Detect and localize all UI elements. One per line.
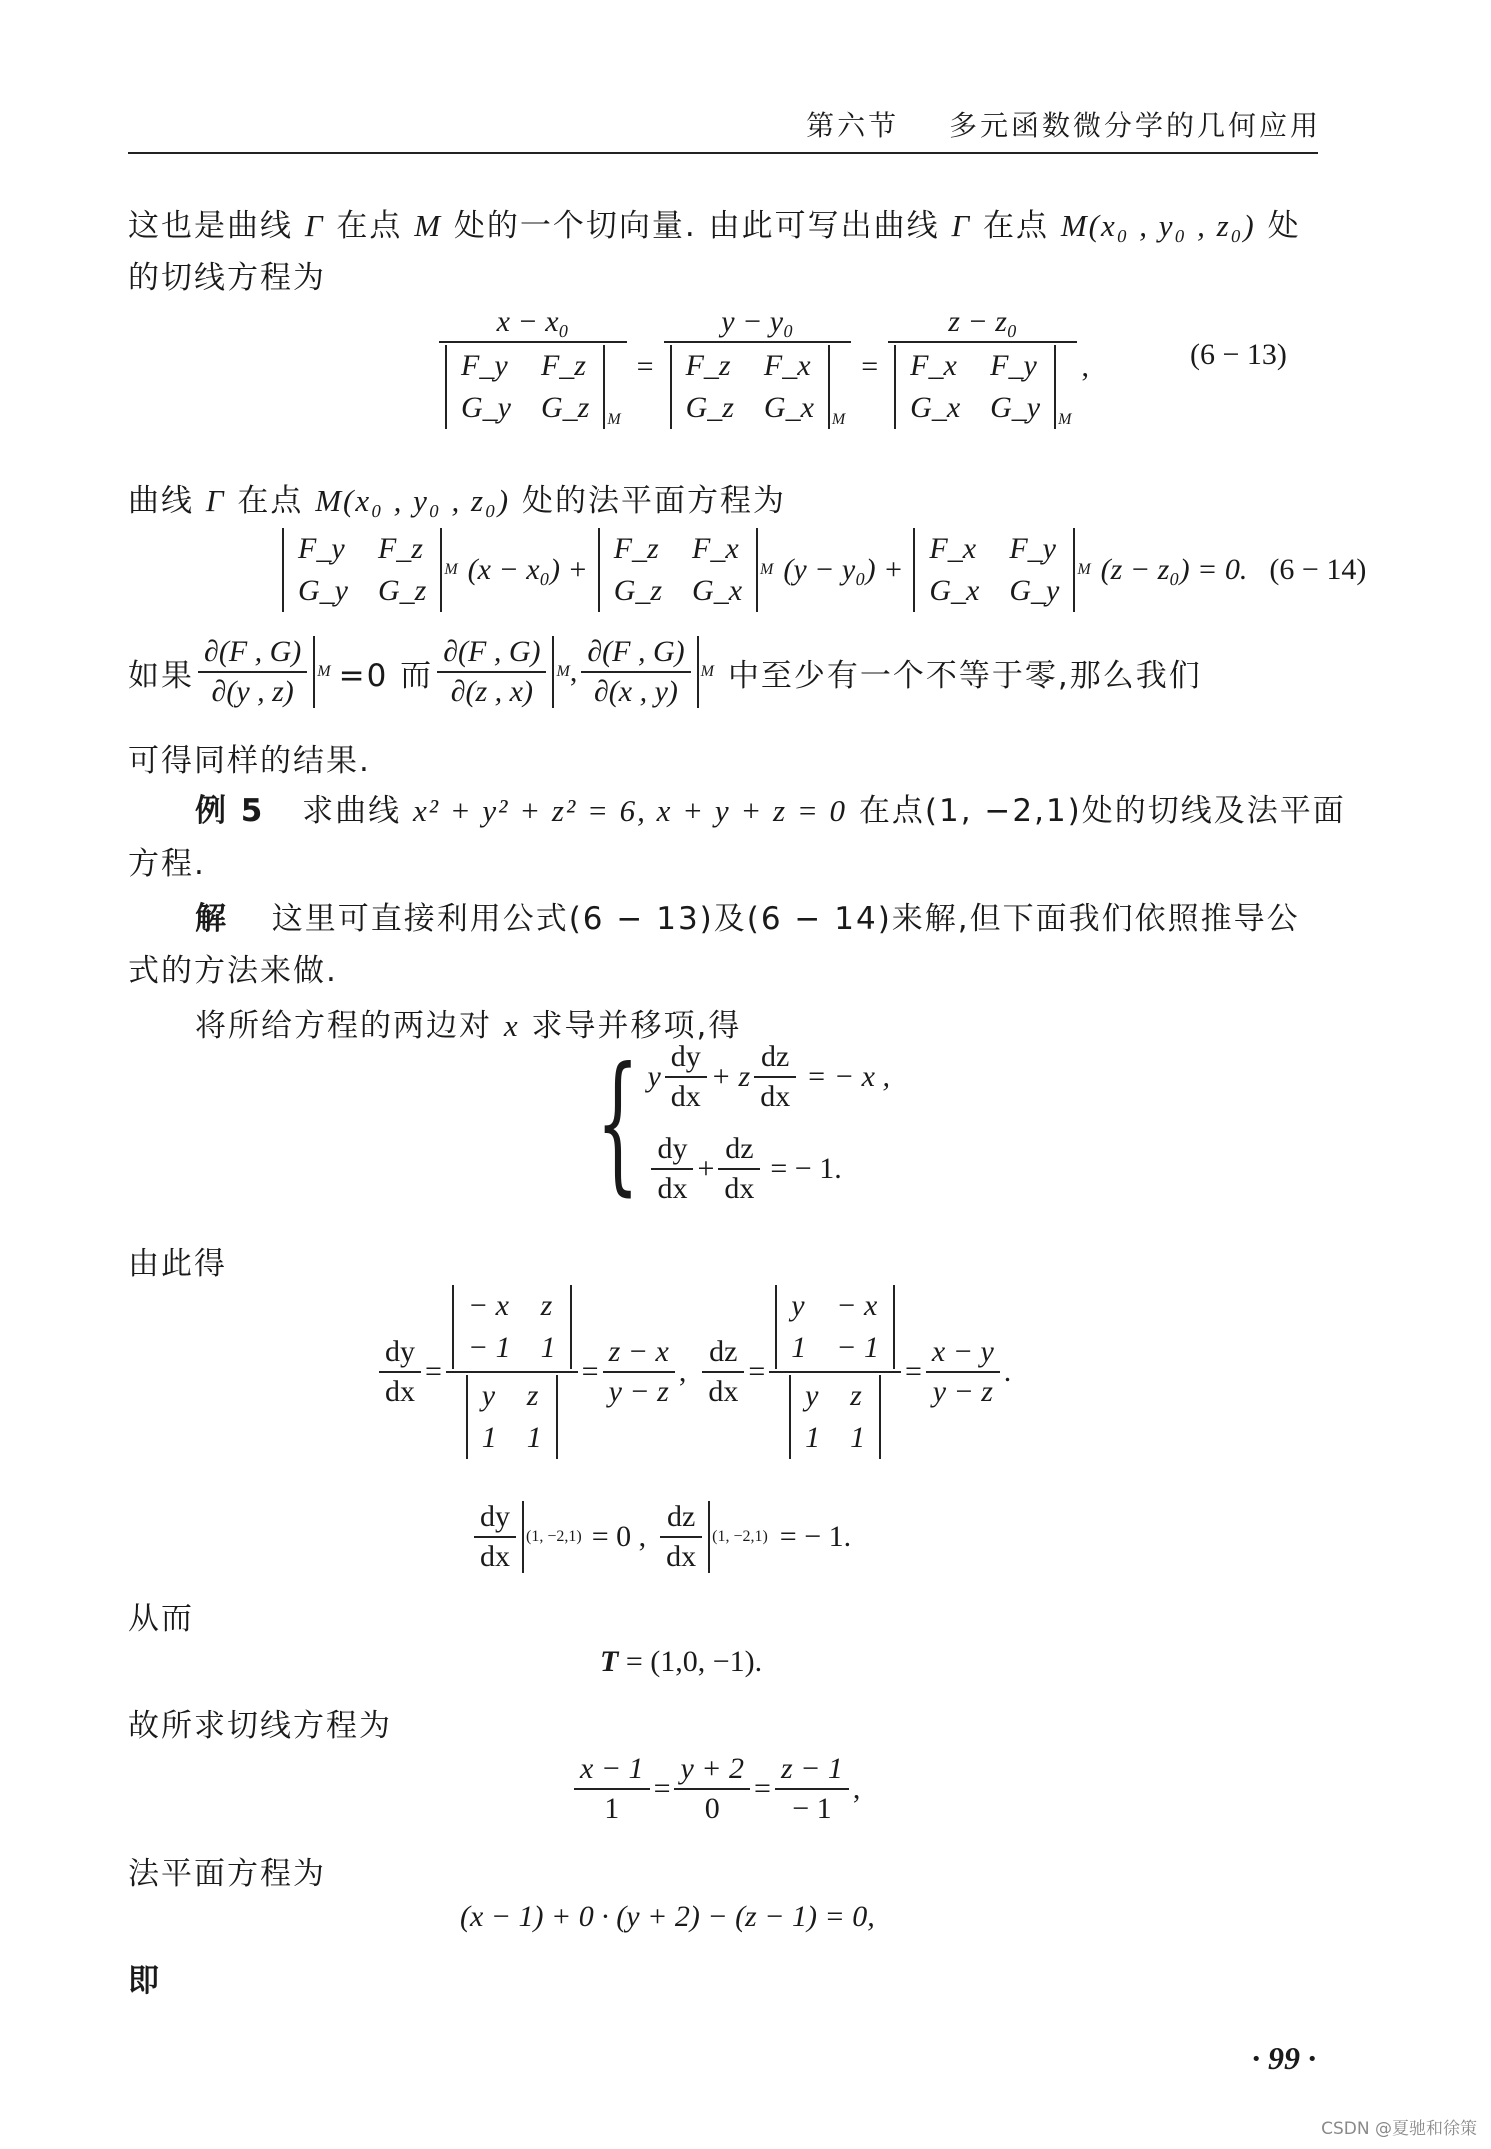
denominator: dx — [708, 1375, 739, 1408]
denominator: dx — [760, 1080, 791, 1113]
denominator: dx — [724, 1172, 755, 1205]
det-cell: z — [850, 1379, 862, 1412]
det-cell: G_x — [910, 391, 961, 424]
det-cell: G_y — [298, 574, 348, 607]
term: = − 1. — [770, 1152, 842, 1185]
tangent-vector — [600, 1645, 762, 1679]
example-5 — [195, 785, 1346, 830]
equals-sign: = — [748, 1355, 766, 1388]
text: =0 而 — [338, 657, 434, 694]
equation-6-13 — [435, 305, 1089, 429]
symbol-gamma: Γ — [205, 483, 226, 518]
fraction — [888, 305, 1077, 429]
eval-subscript: M — [1058, 410, 1072, 428]
text: 这里可直接利用公式(6 − 13)及(6 − 14)来解,但下面我们依照推导公 — [271, 901, 1300, 937]
jacobian-fraction — [198, 635, 307, 709]
numerator: z − 1 — [780, 1752, 843, 1785]
det-cell: F_x — [929, 532, 977, 565]
paragraph-line: 的切线方程为 — [128, 260, 326, 296]
eval-subscript: M — [556, 663, 570, 680]
eval-subscript: M — [831, 410, 846, 428]
equals-sign: = — [581, 1355, 599, 1388]
paragraph-line: 故所求切线方程为 — [128, 1708, 392, 1744]
eval-subscript: M — [444, 561, 458, 578]
paragraph-line: 即 — [128, 1963, 161, 1999]
det-cell: G_y — [1009, 574, 1060, 607]
det-cell: F_z — [377, 532, 423, 565]
det-cell: 1 — [526, 1421, 542, 1454]
text: 处 — [1267, 208, 1301, 244]
period: . — [1003, 1355, 1012, 1388]
det-cell: G_x — [692, 574, 743, 607]
left-brace: { — [596, 1036, 640, 1210]
section-number: 第六节 — [806, 109, 900, 142]
determinant — [466, 1375, 558, 1459]
page-number: · 99 · — [1252, 2040, 1316, 2076]
text: 在点(1, −2,1)处的切线及法平面 — [858, 793, 1346, 829]
numerator: x − 1 — [580, 1752, 644, 1785]
equation-number: (6 − 13) — [1190, 338, 1287, 371]
denominator: ∂(x , y) — [593, 675, 678, 708]
term: (y − y₀) + — [783, 553, 904, 586]
det-cell: F_y — [990, 349, 1037, 382]
symbol-m: M — [414, 208, 443, 243]
numerator: dz — [761, 1040, 790, 1073]
point-m: M(x₀ , y₀ , z₀) — [1060, 208, 1256, 243]
det-cell: G_z — [685, 391, 734, 424]
fraction-dy-dx — [379, 1335, 421, 1409]
det-cell: 1 — [540, 1331, 556, 1364]
denominator: − 1 — [792, 1792, 832, 1825]
det-cell: G_z — [613, 574, 663, 607]
denominator: y − z — [608, 1375, 669, 1408]
fraction — [665, 1040, 707, 1114]
equals-sign: = — [861, 350, 879, 383]
determinant — [282, 528, 442, 612]
equals-sign: = — [425, 1355, 442, 1388]
eval-point: (1, −2,1) — [526, 1528, 582, 1545]
solution-label: 解 — [195, 901, 228, 937]
det-cell: F_z — [685, 349, 731, 382]
fraction — [660, 1500, 702, 1574]
fraction — [474, 1500, 516, 1574]
text: 如果 — [128, 657, 194, 694]
eval-bar — [708, 1501, 710, 1573]
text: 曲线 — [128, 483, 194, 519]
value: = − 1. — [779, 1520, 852, 1553]
solution-intro — [195, 893, 1300, 938]
determinant — [670, 345, 830, 429]
det-cell: y — [791, 1289, 805, 1322]
value: = 0 , — [591, 1520, 647, 1553]
numerator: x − x₀ — [496, 305, 569, 338]
text: 处的法平面方程为 — [521, 483, 786, 519]
det-cell: F_x — [692, 532, 739, 565]
vector-t: T — [600, 1645, 619, 1678]
det-cell: G_x — [763, 391, 814, 424]
det-cell: z — [540, 1289, 553, 1322]
example-label: 例 5 — [195, 793, 265, 829]
jacobian-fraction — [437, 635, 546, 709]
denominator — [888, 343, 1077, 429]
det-cell: F_x — [910, 349, 957, 382]
paragraph-line: 法平面方程为 — [128, 1856, 326, 1892]
denominator — [664, 343, 852, 429]
curve-equations: x² + y² + z² = 6, x + y + z = 0 — [412, 793, 848, 828]
denominator: dx — [657, 1172, 688, 1205]
numerator: ∂(F , G) — [443, 635, 541, 668]
denominator: dx — [666, 1540, 697, 1573]
text: 求导并移项,得 — [531, 1008, 742, 1044]
determinant — [789, 1375, 881, 1459]
tangent-line-equation — [570, 1752, 860, 1826]
plus-sign: + — [697, 1152, 715, 1185]
determinant-ratio — [769, 1285, 901, 1459]
comma: , — [1081, 350, 1089, 383]
fraction — [574, 1752, 650, 1826]
eval-bar — [313, 636, 315, 708]
paragraph-line: 从而 — [128, 1601, 194, 1637]
numerator: dy — [480, 1500, 510, 1533]
denominator: dx — [670, 1080, 701, 1113]
paragraph-jacobian-condition — [128, 635, 1202, 709]
det-cell: z — [526, 1379, 539, 1412]
paragraph-tangent-vector — [128, 200, 1301, 245]
equals-sign: = — [636, 350, 654, 383]
denominator: ∂(y , z) — [211, 675, 294, 708]
equation-6-14 — [282, 528, 1366, 612]
fraction — [775, 1752, 849, 1826]
det-cell: F_y — [298, 532, 345, 565]
det-cell: F_z — [613, 532, 659, 565]
text: 在点 — [237, 483, 304, 519]
det-cell: 1 — [481, 1421, 497, 1454]
determinant — [894, 345, 1056, 429]
det-cell: F_y — [1009, 532, 1056, 565]
denominator — [439, 343, 627, 429]
eval-subscript: M — [700, 663, 714, 680]
denominator: 1 — [604, 1792, 620, 1825]
numerator: dz — [709, 1335, 738, 1368]
numerator: z − x — [608, 1335, 669, 1368]
det-cell: y — [481, 1379, 496, 1412]
system-row-1 — [647, 1040, 890, 1114]
numerator: dz — [725, 1132, 754, 1165]
det-cell: − 1 — [467, 1331, 511, 1364]
det-cell: F_x — [763, 349, 811, 382]
point-m: M(x₀ , y₀ , z₀) — [315, 483, 511, 518]
jacobian-fraction — [581, 635, 690, 709]
det-cell: − x — [467, 1289, 509, 1322]
derivative-solution — [375, 1285, 1011, 1459]
determinant-ratio — [446, 1285, 578, 1459]
det-cell: G_y — [990, 391, 1041, 424]
term: y — [647, 1060, 661, 1093]
fraction — [439, 305, 627, 429]
numerator: y + 2 — [680, 1752, 745, 1785]
determinant — [913, 528, 1075, 612]
det-cell: G_z — [540, 391, 590, 424]
system-rows — [647, 1040, 890, 1206]
fraction — [674, 1752, 750, 1826]
numerator: x − y — [931, 1335, 994, 1368]
system-row-2 — [647, 1132, 890, 1206]
det-cell: F_y — [461, 349, 508, 382]
det-cell: G_x — [929, 574, 980, 607]
det-cell: 1 — [791, 1331, 807, 1364]
comma: , — [569, 655, 578, 688]
equation-number: (6 − 14) — [1269, 553, 1367, 586]
running-header — [806, 104, 1321, 144]
numerator: y − y₀ — [721, 305, 794, 338]
symbol-gamma: Γ — [304, 208, 325, 243]
eval-bar — [552, 636, 554, 708]
term: (z − z₀) = 0. — [1100, 553, 1248, 586]
paragraph-line: 可得同样的结果. — [128, 743, 371, 779]
determinant — [452, 1285, 572, 1369]
numerator: z − z₀ — [948, 305, 1018, 338]
determinant — [598, 528, 758, 612]
det-cell: F_z — [540, 349, 586, 382]
det-cell: − x — [836, 1289, 878, 1322]
term: = − x , — [806, 1060, 890, 1093]
det-cell: G_z — [377, 574, 427, 607]
section-title: 多元函数微分学的几何应用 — [948, 109, 1321, 142]
denominator: ∂(z , x) — [450, 675, 533, 708]
fraction — [926, 1335, 1000, 1409]
eval-bar — [522, 1501, 524, 1573]
fraction — [651, 1132, 693, 1206]
text: 中至少有一个不等于零,那么我们 — [727, 657, 1202, 694]
term: (x − x₀) + — [467, 553, 588, 586]
paragraph-line: 由此得 — [128, 1246, 227, 1282]
determinant — [775, 1285, 895, 1369]
det-cell: y — [805, 1379, 819, 1412]
header-rule — [128, 152, 1318, 154]
vector-value: = (1,0, −1). — [625, 1645, 763, 1678]
det-cell: 1 — [805, 1421, 821, 1454]
equation-system — [570, 1036, 890, 1210]
term: + z — [710, 1060, 751, 1093]
paragraph-line: 方程. — [128, 846, 206, 882]
symbol-gamma: Γ — [951, 208, 972, 243]
numerator: dy — [657, 1132, 688, 1165]
text: 处的一个切向量. 由此可写出曲线 — [453, 208, 940, 244]
text: 在点 — [336, 208, 403, 244]
paragraph-line: 式的方法来做. — [128, 953, 338, 989]
det-cell: − 1 — [836, 1331, 879, 1364]
variable-x: x — [503, 1008, 520, 1043]
fraction — [603, 1335, 675, 1409]
denominator: y − z — [932, 1375, 993, 1408]
text: 在点 — [982, 208, 1049, 244]
numerator: dy — [670, 1040, 701, 1073]
evaluated-derivatives — [470, 1500, 851, 1574]
equals-sign: = — [905, 1355, 922, 1388]
numerator: ∂(F , G) — [587, 635, 685, 668]
comma: , — [678, 1355, 687, 1388]
differentiate-instruction — [195, 1000, 741, 1045]
denominator: dx — [480, 1540, 510, 1573]
eval-subscript: M — [607, 410, 621, 428]
eval-subscript: M — [1077, 561, 1091, 578]
eval-subscript: M — [317, 663, 331, 680]
text: 求曲线 — [302, 793, 402, 829]
fraction — [754, 1040, 796, 1114]
eval-subscript: M — [760, 561, 774, 578]
eval-point: (1, −2,1) — [712, 1528, 768, 1545]
equals-sign: = — [754, 1772, 771, 1805]
paragraph-normal-plane — [128, 475, 786, 520]
normal-plane-equation: (x − 1) + 0 · (y + 2) − (z − 1) = 0, — [460, 1900, 875, 1933]
equals-sign: = — [653, 1772, 671, 1805]
denominator: dx — [385, 1375, 415, 1408]
text: 将所给方程的两边对 — [195, 1008, 492, 1044]
watermark: CSDN @夏驰和徐策 — [1321, 2119, 1477, 2139]
det-cell: 1 — [850, 1421, 866, 1454]
det-cell: G_y — [461, 391, 511, 424]
numerator: ∂(F , G) — [204, 635, 302, 668]
determinant — [445, 345, 605, 429]
comma: , — [852, 1772, 861, 1805]
fraction-dz-dx — [702, 1335, 744, 1409]
numerator: dy — [385, 1335, 415, 1368]
eval-bar — [697, 636, 699, 708]
fraction — [664, 305, 852, 429]
denominator: 0 — [704, 1792, 720, 1825]
fraction — [718, 1132, 760, 1206]
numerator: dz — [666, 1500, 696, 1533]
text: 这也是曲线 — [128, 208, 293, 244]
